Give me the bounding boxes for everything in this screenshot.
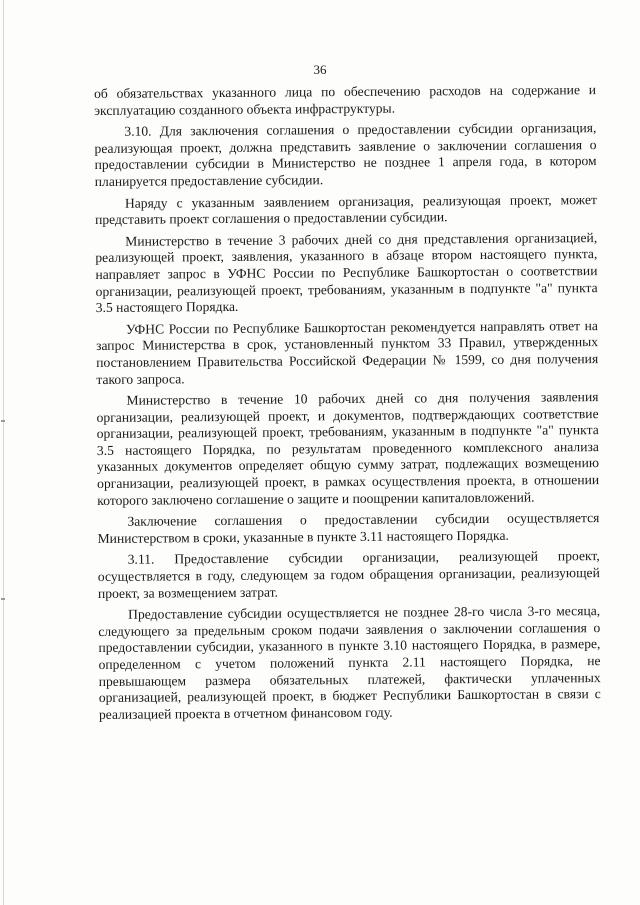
paragraph: об обязательствах указанного лица по обеспечению расходов на содержание и эксплуатацию созданного объекта инфраструктуры. [94, 82, 597, 118]
scan-edge-line [3, 0, 4, 905]
document-body [94, 82, 601, 728]
paragraph: Наряду с указанным заявлением организация, реализующая проект, может представить проект соглашения о предоставлении субсидии. [94, 191, 597, 228]
paragraph: Министерство в течение 3 рабочих дней со дня представления организацией, реализующей проект, заявления, указанного в абзаце втором настоящего пункта, направляет запрос в УФНС России по Республике Башкортостан о соответствии организации, реализующей проект, требованиям, указанным в подпункте "а" пункта 3.5 настоящего Порядка. [95, 229, 598, 316]
page-number: 36 [313, 62, 327, 77]
paragraph: 3.10. Для заключения соглашения о предоставлении субсидии организация, реализующая проект, должна представить заявление о заключении соглашения о предоставлении субсидии в Министерство не позднее 1 апреля года, в котором планируется предоставление субсидии. [94, 120, 597, 189]
paragraph: УФНС России по Республике Башкортостан рекомендуется направлять ответ на запрос Министерства в срок, установленный пунктом 33 Правил, утвержденных постановлением Правительства Российской Федерации № 1599, со дня получения такого запроса. [95, 317, 599, 387]
paragraph: Заключение соглашения о предоставлении субсидии осуществляется Министерством в сроки, указанные в пункте 3.11 настоящего Порядка. [97, 510, 600, 546]
paragraph: Министерство в течение 10 рабочих дней со дня получения заявления организации, реализующей проект, и документов, подтверждающих соответствие организации, реализующей проект, требованиям, указанным в подпункте "а" пункта 3.5 настоящего Порядка, по результатам проведенного комплексного анализа указанных документов определяет общую сумму затрат, подлежащих возмещению организации, реализующей проект, в рамках осуществления проекта, в отношении которого заключено соглашение о защите и поощрении капиталовложений. [96, 389, 600, 508]
paragraph: Предоставление субсидии осуществляется не позднее 28-го числа 3-го месяца, следующего за предельным сроком подачи заявления о заключении соглашения о предоставлении субсидии, указанного в пункте 3.10 настоящего Порядка, в размере, определенном с учетом положений пункта 2.11 настоящего Порядка, не превышающем размера обязательных платежей, фактически уплаченных организацией, реализующей проект, в бюджет Республики Башкортостан в связи с реализацией проекта в отчетном финансовом году. [98, 603, 601, 722]
paragraph: 3.11. Предоставление субсидии организации, реализующей проект, осуществляется в году, следующем за годом обращения организации, реализующей проект, за возмещением затрат. [97, 548, 600, 601]
scan-edge-mark [1, 598, 5, 600]
scan-edge-mark [1, 420, 5, 422]
